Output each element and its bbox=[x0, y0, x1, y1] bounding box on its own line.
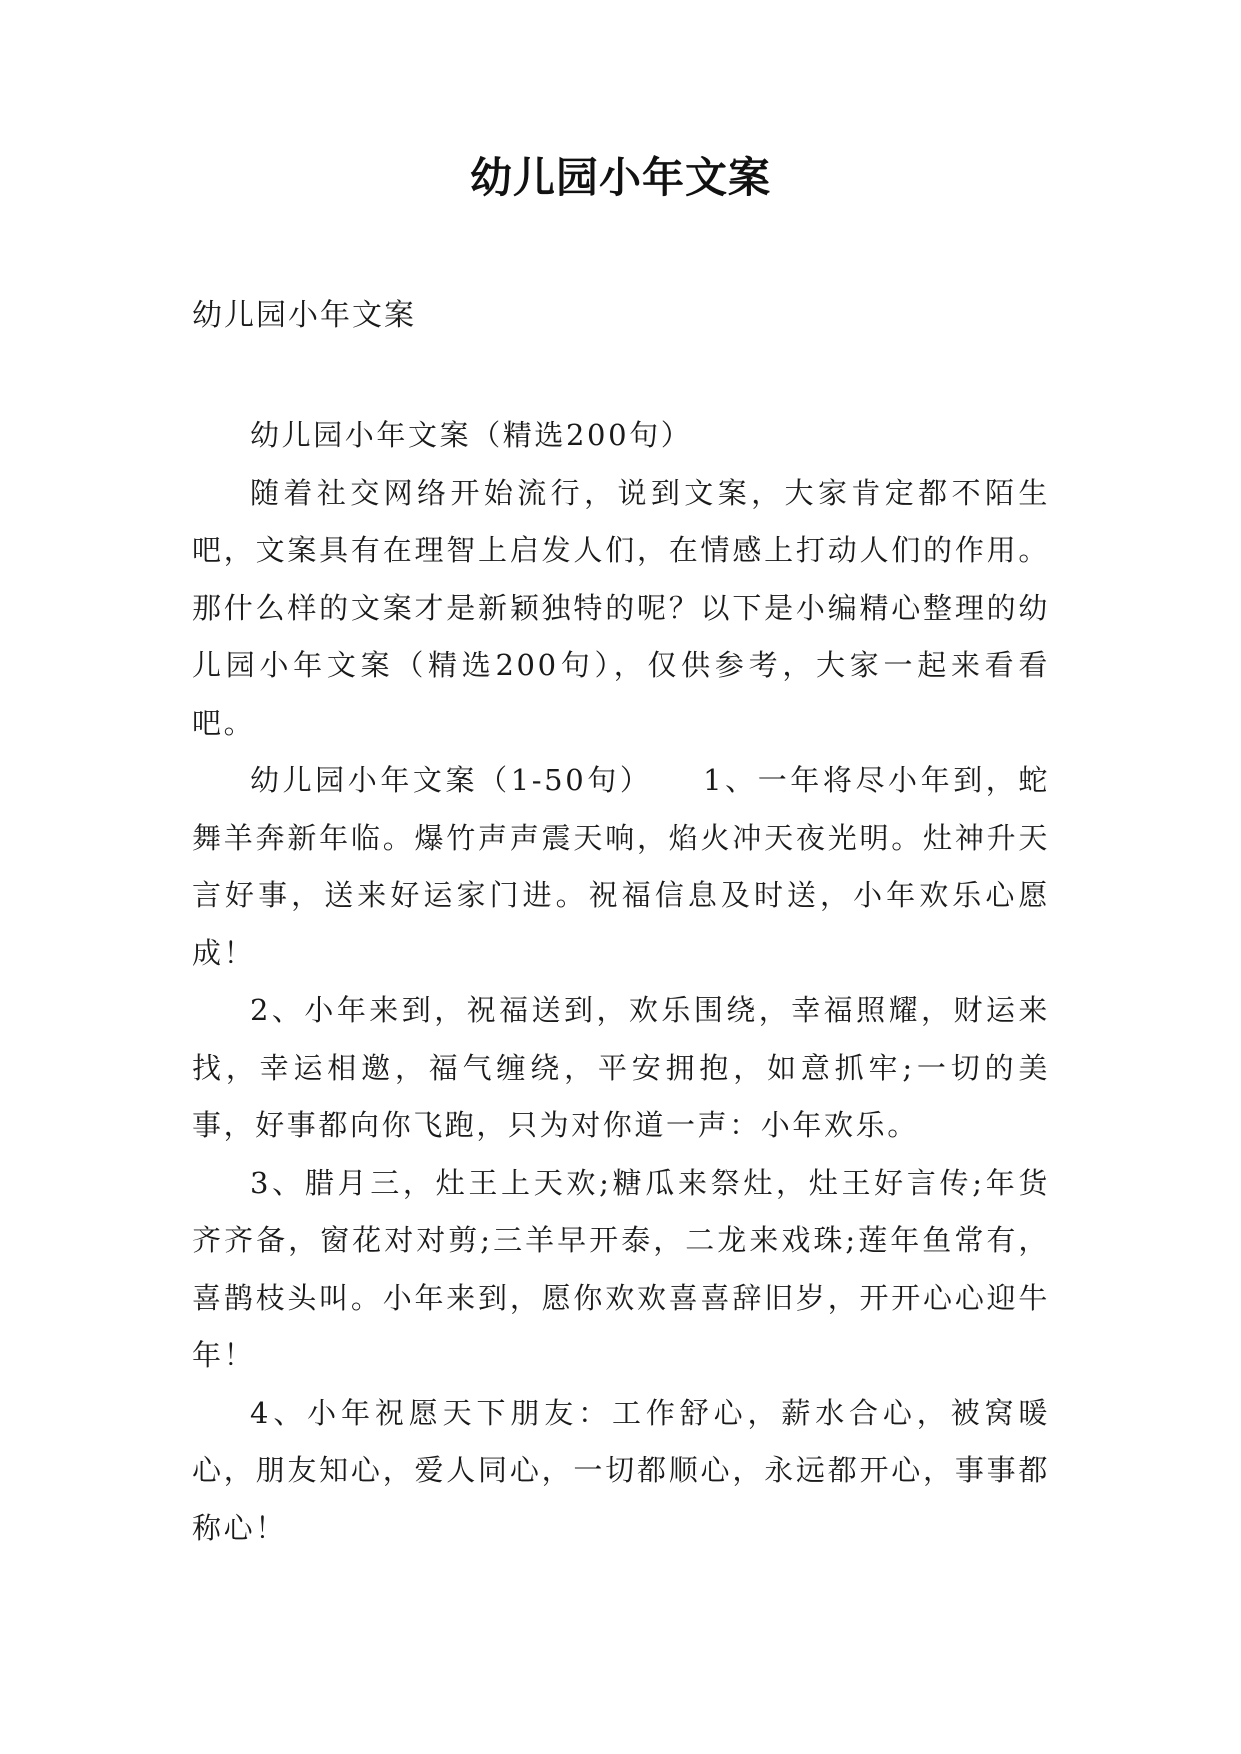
document-subheading: 幼儿园小年文案 bbox=[192, 298, 416, 333]
body-paragraph: 随着社交网络开始流行，说到文案，大家肯定都不陌生吧，文案具有在理智上启发人们，在情感上打动人们的作用。那什么样的文案才是新颖独特的呢？以下是小编精心整理的幼儿园小年文案（精选200句），仅供参考，大家一起来看看吧。 bbox=[192, 475, 1050, 740]
body-paragraph: 幼儿园小年文案（1-50句） 1、一年将尽小年到，蛇舞羊奔新年临。爆竹声声震天响，焰火冲天夜光明。灶神升天言好事，送来好运家门进。祝福信息及时送，小年欢乐心愿成！ bbox=[192, 763, 1050, 970]
document-title: 幼儿园小年文案 bbox=[469, 153, 771, 202]
body-paragraph: 2、小年来到，祝福送到，欢乐围绕，幸福照耀，财运来找，幸运相邀，福气缠绕，平安拥抱，如意抓牢;一切的美事，好事都向你飞跑，只为对你道一声：小年欢乐。 bbox=[192, 993, 1050, 1142]
body-paragraph: 3、腊月三，灶王上天欢;糖瓜来祭灶，灶王好言传;年货齐齐备，窗花对对剪;三羊早开泰，二龙来戏珠;莲年鱼常有，喜鹊枝头叫。小年来到，愿你欢欢喜喜辞旧岁，开开心心迎牛年！ bbox=[192, 1165, 1050, 1372]
body-paragraph: 4、小年祝愿天下朋友：工作舒心，薪水合心，被窝暖心，朋友知心，爱人同心，一切都顺心，永远都开心，事事都称心！ bbox=[192, 1395, 1050, 1545]
body-paragraph: 幼儿园小年文案（精选200句） bbox=[250, 418, 693, 452]
document-body bbox=[192, 407, 1050, 1557]
